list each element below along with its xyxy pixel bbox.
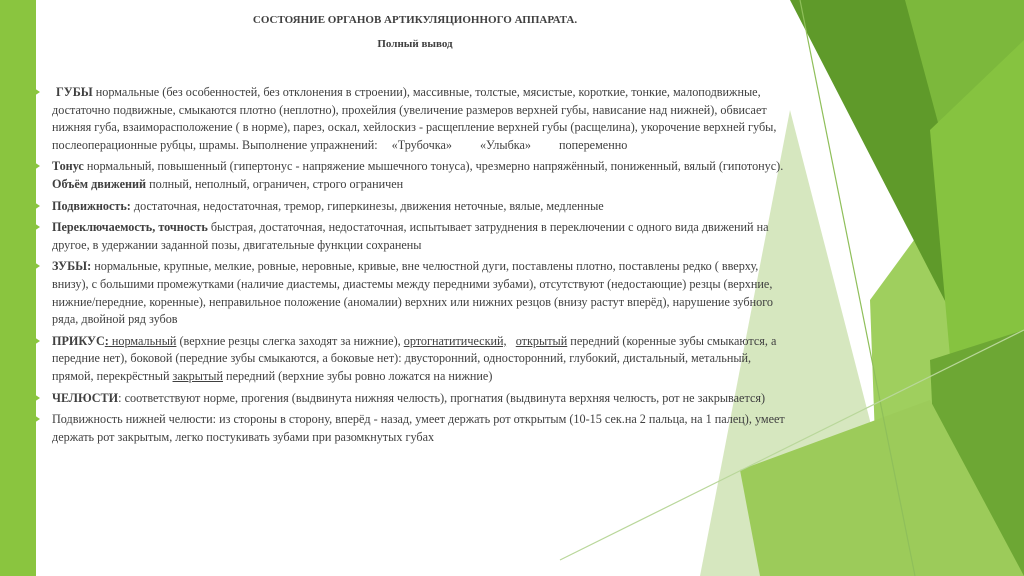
- item-label-2: Объём движений: [52, 176, 147, 191]
- item-text: нормальный, повышенный (гипертонус - напряжение мышечного тонуса), чрезмерно напряжённый, пониженный, вялый (гипотонус).: [83, 159, 784, 174]
- left-edge-strip: [0, 0, 36, 576]
- exercise-label: Выполнение упражнений:: [241, 137, 378, 152]
- bite-orthognathic: ортогнатитический,: [403, 333, 507, 348]
- item-label: Подвижность:: [52, 198, 131, 213]
- bullet-arrow-icon: [34, 262, 40, 270]
- item-text-2: передний (коренные зубы смыкаются, а передние нет), боковой (передние зубы смыкаются, а боковые нет): двусторонний, односторонний, глубокий, дистальный, метальный, прямой, перекрёстный: [52, 333, 777, 383]
- content-list: [32, 84, 788, 450]
- page-subtitle: Полный вывод: [377, 38, 453, 50]
- list-item-teeth: [32, 258, 788, 328]
- item-text: : соответствуют норме, прогения (выдвинута нижняя челюсть), прогнатия (выдвинута верхняя челюсть, рот не закрывается): [118, 390, 766, 405]
- page-title: СОСТОЯНИЕ ОРГАНОВ АРТИКУЛЯЦИОННОГО АППАРАТА.: [252, 14, 578, 26]
- list-item-bite: [32, 333, 788, 386]
- bite-colon: :: [104, 333, 109, 348]
- item-label: Тонус: [52, 159, 84, 174]
- exercise-alternate: попеременно: [559, 137, 628, 152]
- item-text-3: передний (верхние зубы ровно ложатся на нижние): [223, 368, 493, 383]
- bullet-arrow-icon: [34, 162, 40, 170]
- bullet-arrow-icon: [34, 415, 40, 423]
- item-text-1: (верхние резцы слегка заходят за нижние),: [176, 333, 404, 348]
- bullet-arrow-icon: [34, 88, 40, 96]
- item-label: ГУБЫ: [56, 85, 93, 99]
- item-text: Подвижность нижней челюсти: из стороны в сторону, вперёд - назад, умеет держать рот открытым (10-15 сек.на 2 пальца, на 1 палец), умеет держать рот закрытым, легко постукивать зубами при разомкнутых губах: [52, 412, 785, 444]
- item-text: нормальные, крупные, мелкие, ровные, неровные, кривые, вне челюстной дуги, поставлены плотно, поставлены редко ( вверху, внизу), с большими промежутками (наличие диастемы, диастемы между передними зубами), отсутствуют (недостающие) резцы (верхние, нижние/передние, коренные), неправильное положение (аномалии) верхних или нижних резцов (внизу растут вперёд), нарушение зубного ряда, двойной ряд зубов: [52, 259, 774, 327]
- exercise-tube: «Трубочка»: [391, 137, 452, 152]
- list-item-lower-jaw: [32, 411, 788, 446]
- list-item-switching: [32, 219, 788, 254]
- item-label: ЧЕЛЮСТИ: [52, 390, 119, 405]
- exercise-smile: «Улыбка»: [479, 137, 532, 152]
- list-item-mobility: [32, 198, 788, 216]
- bullet-arrow-icon: [34, 202, 40, 210]
- item-label: ПРИКУС: [52, 333, 105, 348]
- item-text: нормальные (без особенностей, без отклонения в строении), массивные, толстые, мясистые, короткие, тонкие, малоподвижные, достаточно подвижные, смыкаются плотно (неплотно), прохейлия (увеличение размеров верхней губы, нависание над нижней), обвисает нижняя губа, взаиморасположение ( в норме), парез, оскал, хейлоскиз - расщепление верхней губы (расщелина), укорочение верхней губы, послеоперационные рубцы, шрамы.: [52, 85, 777, 152]
- bite-normal: нормальный: [108, 333, 177, 348]
- item-text: быстрая, достаточная, недостаточная, испытывает затруднения в переключении с одного вида движений на другое, в удержании заданной позы, двигательные функции сохранены: [52, 220, 769, 252]
- item-text: достаточная, недостаточная, тремор, гиперкинезы, движения неточные, вялые, медленные: [130, 198, 604, 213]
- bullet-arrow-icon: [34, 223, 40, 231]
- bite-gap: [507, 334, 516, 348]
- bite-closed: закрытый: [172, 368, 223, 383]
- list-item-tone: [32, 158, 788, 193]
- item-text-2: полный, неполный, ограничен, строго ограничен: [146, 176, 404, 191]
- item-label: ЗУБЫ:: [52, 259, 92, 274]
- bullet-arrow-icon: [34, 337, 40, 345]
- bite-open: открытый: [515, 333, 568, 348]
- item-label: Переключаемость, точность: [52, 220, 208, 235]
- list-item-jaws: [32, 390, 788, 408]
- bullet-arrow-icon: [34, 394, 40, 402]
- list-item-lips: [32, 84, 788, 154]
